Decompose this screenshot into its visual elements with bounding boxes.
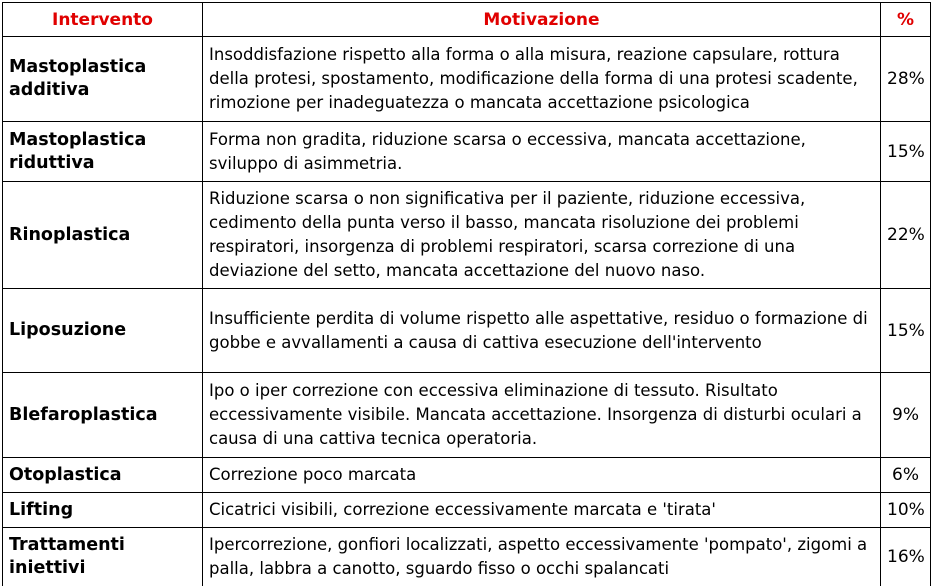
percentuale-cell: 9% [881,373,931,458]
intervento-cell: Mastoplastica additiva [3,37,203,122]
table-row [3,182,931,289]
table-row [3,289,931,373]
header-motivazione: Motivazione [203,3,881,37]
percentuale-cell: 15% [881,289,931,373]
header-intervento: Intervento [3,3,203,37]
table-row [3,458,931,493]
motivazione-cell: Correzione poco marcata [203,458,881,493]
percentuale-cell: 22% [881,182,931,289]
table-row [3,37,931,122]
table-row [3,528,931,586]
intervento-cell: Liposuzione [3,289,203,373]
motivazione-cell: Insufficiente perdita di volume rispetto alle aspettative, residuo o formazione di gobbe e avvallamenti a causa di cattiva esecuzione dell'intervento [203,289,881,373]
header-percentuale: % [881,3,931,37]
percentuale-cell: 10% [881,493,931,528]
percentuale-cell: 6% [881,458,931,493]
percentuale-cell: 15% [881,122,931,182]
intervento-cell: Otoplastica [3,458,203,493]
motivazione-cell: Riduzione scarsa o non significativa per il paziente, riduzione eccessiva, cedimento della punta verso il basso, mancata risoluzione dei problemi respiratori, insorgenza di problemi respiratori, scarsa correzione di una deviazione del setto, mancata accettazione del nuovo naso. [203,182,881,289]
table-row [3,122,931,182]
motivazione-cell: Ipo o iper correzione con eccessiva eliminazione di tessuto. Risultato eccessivamente visibile. Mancata accettazione. Insorgenza di disturbi oculari a causa di una cattiva tecnica operatoria. [203,373,881,458]
intervento-cell: Rinoplastica [3,182,203,289]
intervento-cell: Mastoplastica riduttiva [3,122,203,182]
motivazione-cell: Insoddisfazione rispetto alla forma o alla misura, reazione capsulare, rottura della protesi, spostamento, modificazione della forma di una protesi scadente, rimozione per inadeguatezza o mancata accettazione psicologica [203,37,881,122]
motivazione-cell: Cicatrici visibili, correzione eccessivamente marcata e 'tirata' [203,493,881,528]
interventions-table [2,2,931,586]
table-row [3,493,931,528]
percentuale-cell: 16% [881,528,931,586]
intervento-cell: Lifting [3,493,203,528]
header-row [3,3,931,37]
intervento-cell: Blefaroplastica [3,373,203,458]
intervento-cell: Trattamenti iniettivi [3,528,203,586]
motivazione-cell: Forma non gradita, riduzione scarsa o eccessiva, mancata accettazione, sviluppo di asimmetria. [203,122,881,182]
motivazione-cell: Ipercorrezione, gonfiori localizzati, aspetto eccessivamente 'pompato', zigomi a palla, labbra a canotto, sguardo fisso o occhi spalancati [203,528,881,586]
percentuale-cell: 28% [881,37,931,122]
table-row [3,373,931,458]
